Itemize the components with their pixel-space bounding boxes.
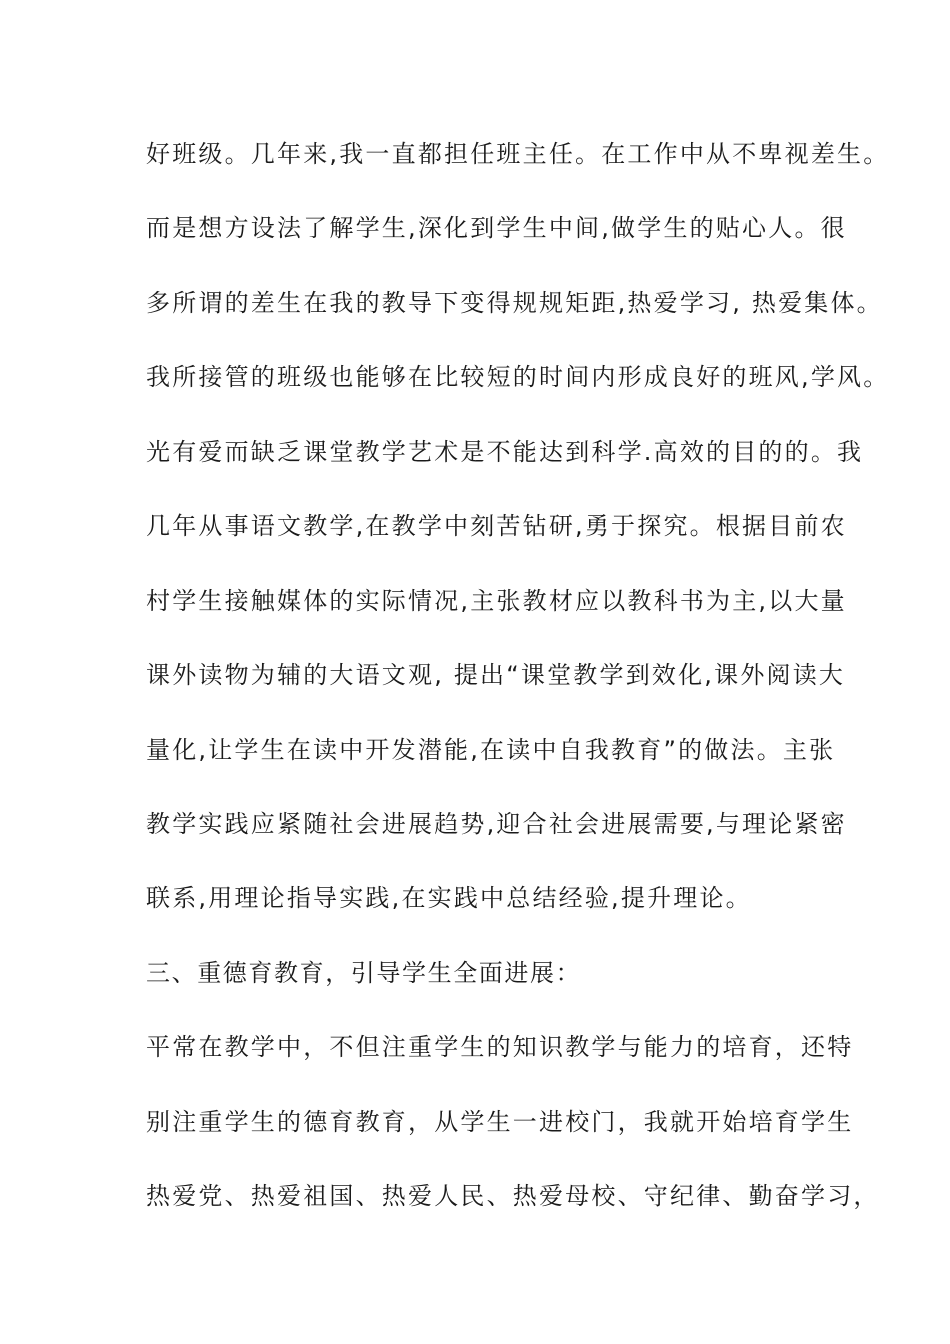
text-line: 我所接管的班级也能够在比较短的时间内形成良好的班风,学风。	[146, 363, 890, 391]
text-line: 热爱党、热爱祖国、热爱人民、热爱母校、守纪律、勤奋学习，	[146, 1182, 880, 1210]
text-line: 好班级。几年来,我一直都担任班主任。在工作中从不卑视差生。	[146, 140, 890, 168]
text-line: 量化,让学生在读中开发潜能,在读中自我教育”的做法。主张	[146, 736, 836, 764]
text-line: 几年从事语文教学,在教学中刻苦钻研,勇于探究。根据目前农	[146, 512, 847, 540]
text-line: 联系,用理论指导实践,在实践中总结经验,提升理论。	[146, 884, 752, 912]
text-line: 而是想方设法了解学生,深化到学生中间,做学生的贴心人。很	[146, 214, 847, 242]
section-heading: 三、重德育教育，引导学生全面进展：	[146, 959, 582, 987]
text-line: 村学生接触媒体的实际情况,主张教材应以教科书为主,以大量	[146, 587, 847, 615]
text-line: 课外读物为辅的大语文观, 提出“课堂教学到效化,课外阅读大	[146, 661, 846, 689]
text-line: 教学实践应紧随社会进展趋势,迎合社会进展需要,与理论紧密	[146, 810, 847, 838]
text-line: 别注重学生的德育教育，从学生一进校门，我就开始培育学生	[146, 1108, 854, 1136]
text-line: 平常在教学中，不但注重学生的知识教学与能力的培育，还特	[146, 1033, 854, 1061]
text-line: 多所谓的差生在我的教导下变得规规矩距,热爱学习, 热爱集体。	[146, 289, 883, 317]
text-line: 光有爱而缺乏课堂教学艺术是不能达到科学.高效的目的的。我	[146, 438, 864, 466]
